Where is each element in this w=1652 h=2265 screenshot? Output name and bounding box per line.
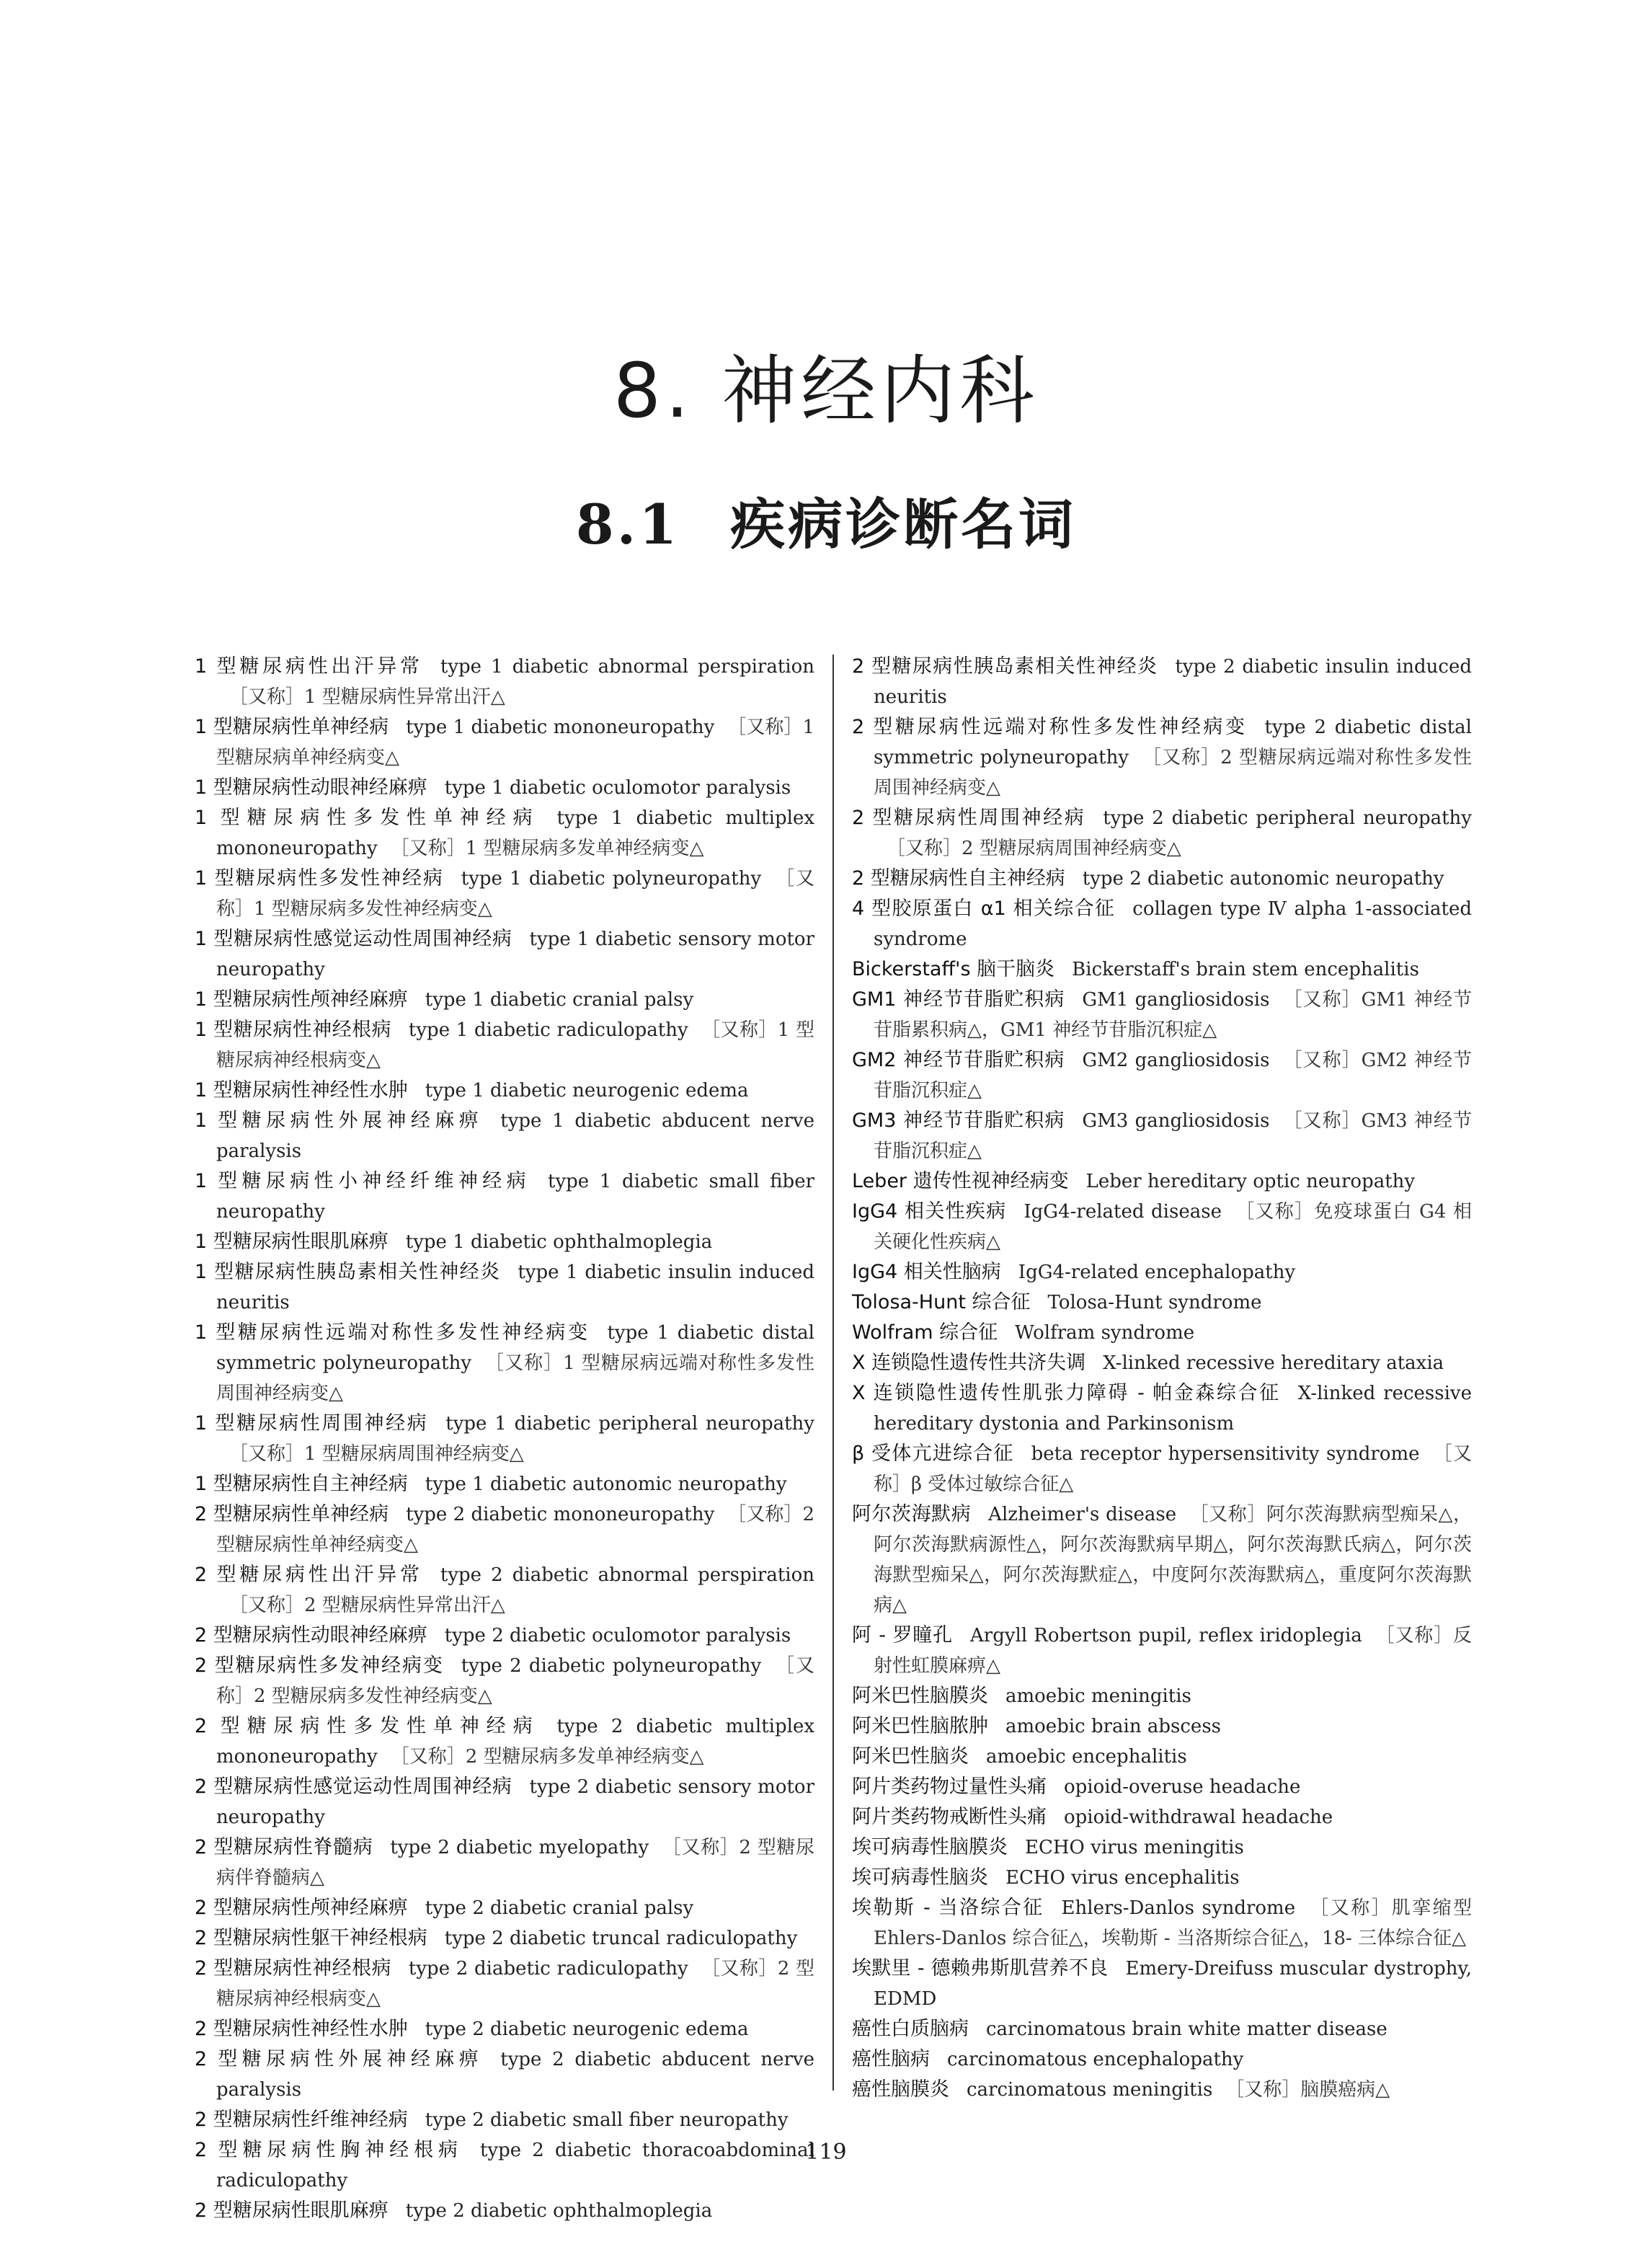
- term-english: amoebic brain abscess: [1005, 1716, 1221, 1737]
- term-synonym: ［又称］2 型糖尿病远端对称性多发性周围神经病变△: [874, 747, 1473, 799]
- glossary-entry: [852, 1348, 1472, 1378]
- term-english: type 1 diabetic multiplex mononeuropathy: [216, 807, 814, 859]
- glossary-entry: [852, 1863, 1472, 1893]
- term-synonym: ［又称］2 型糖尿病伴脊髓病△: [216, 1837, 815, 1889]
- term-english: type 1 diabetic neurogenic edema: [425, 1080, 749, 1102]
- term-chinese: 阿米巴性脑脓肿: [852, 1715, 988, 1737]
- glossary-entry: [852, 1106, 1472, 1166]
- term-english: opioid-overuse headache: [1064, 1776, 1301, 1798]
- term-synonym: ［又称］1 型糖尿病多发单神经病变△: [390, 838, 704, 859]
- term-chinese: 埃可病毒性脑膜炎: [852, 1836, 1008, 1858]
- term-chinese: 2 型糖尿病性神经性水肿: [195, 2018, 408, 2040]
- term-chinese: 1 型糖尿病性远端对称性多发性神经病变: [195, 1321, 590, 1344]
- term-synonym: ［又称］GM2 神经节苷脂沉积症△: [874, 1050, 1473, 1102]
- term-english: type 2 diabetic distal symmetric polyneuropathy: [874, 717, 1472, 768]
- term-synonym: ［又称］2 型糖尿病多发单神经病变△: [390, 1746, 704, 1768]
- term-english: type 1 diabetic autonomic neuropathy: [425, 1473, 787, 1495]
- glossary-entry: [852, 1045, 1472, 1106]
- term-chinese: 1 型糖尿病性多发性神经病: [195, 867, 444, 890]
- term-chinese: 4 型胶原蛋白 α1 相关综合征: [852, 897, 1116, 920]
- glossary-entry: [195, 2196, 814, 2226]
- term-chinese: 2 型糖尿病性外展神经麻痹: [195, 2048, 484, 2070]
- glossary-entry: [852, 954, 1472, 985]
- glossary-entry: [195, 773, 814, 803]
- term-english: type 2 diabetic neurogenic edema: [425, 2018, 749, 2040]
- glossary-entry: [852, 1802, 1472, 1832]
- glossary-entry: [852, 1197, 1472, 1257]
- glossary-entry: [852, 1893, 1472, 1954]
- glossary-entry: [195, 1257, 814, 1318]
- term-english: GM2 gangliosidosis: [1082, 1050, 1270, 1071]
- term-synonym: ［又称］1 型糖尿病多发性神经病变△: [216, 868, 814, 920]
- term-english: type 2 diabetic myelopathy: [390, 1837, 649, 1858]
- term-english: ECHO virus meningitis: [1025, 1837, 1244, 1858]
- term-english: type 1 diabetic oculomotor paralysis: [444, 777, 791, 799]
- glossary-entry: [195, 1711, 814, 1772]
- glossary-entry: [195, 2014, 814, 2044]
- glossary-entry: [852, 1711, 1472, 1742]
- term-chinese: 阿尔茨海默病: [852, 1503, 972, 1525]
- term-english: type 2 diabetic thoracoabdominal radiculopathy: [216, 2140, 814, 2191]
- term-english: type 1 diabetic cranial palsy: [425, 989, 694, 1011]
- term-english: carcinomatous meningitis: [967, 2079, 1213, 2101]
- term-english: Argyll Robertson pupil, reflex iridoplegia: [969, 1625, 1362, 1646]
- term-chinese: 2 型糖尿病性颅神经麻痹: [195, 1897, 408, 1919]
- term-chinese: GM3 神经节苷脂贮积病: [852, 1109, 1065, 1132]
- glossary-entry: [852, 1772, 1472, 1802]
- glossary-entry: [195, 1227, 814, 1257]
- glossary-entry: [852, 1318, 1472, 1348]
- term-english: type 2 diabetic insulin induced neuritis: [874, 656, 1472, 708]
- term-english: type 2 diabetic small fiber neuropathy: [425, 2109, 789, 2131]
- term-chinese: 2 型糖尿病性胰岛素相关性神经炎: [852, 655, 1158, 678]
- term-chinese: 1 型糖尿病性周围神经病: [195, 1412, 429, 1435]
- glossary-entry: [852, 803, 1472, 864]
- section-heading: 疾病诊断名词: [730, 492, 1077, 557]
- term-chinese: X 连锁隐性遗传性共济失调: [852, 1352, 1086, 1374]
- term-chinese: 1 型糖尿病性胰岛素相关性神经炎: [195, 1261, 501, 1283]
- term-synonym: ［又称］GM3 神经节苷脂沉积症△: [874, 1110, 1473, 1162]
- glossary-entry: [852, 1439, 1472, 1499]
- glossary-entry: [852, 1621, 1472, 1681]
- glossary-entry: [852, 1378, 1472, 1439]
- glossary-entry: [195, 1409, 814, 1469]
- term-english: Bickerstaff's brain stem encephalitis: [1072, 959, 1419, 980]
- term-english: X-linked recessive hereditary ataxia: [1103, 1352, 1444, 1374]
- glossary-entry: [852, 1499, 1472, 1621]
- term-chinese: 癌性脑膜炎: [852, 2078, 949, 2101]
- glossary-entry: [195, 1832, 814, 1893]
- term-english: GM3 gangliosidosis: [1082, 1110, 1270, 1132]
- term-english: ECHO virus encephalitis: [1005, 1867, 1240, 1889]
- term-english: amoebic encephalitis: [986, 1746, 1187, 1768]
- term-english: type 2 diabetic cranial palsy: [425, 1897, 694, 1919]
- term-chinese: β 受体亢进综合征: [852, 1442, 1014, 1465]
- term-chinese: Wolfram 综合征: [852, 1321, 998, 1344]
- term-chinese: 1 型糖尿病性感觉运动性周围神经病: [195, 928, 512, 950]
- term-english: opioid-withdrawal headache: [1064, 1807, 1333, 1828]
- term-chinese: Tolosa-Hunt 综合征: [852, 1291, 1031, 1313]
- term-english: type 1 diabetic ophthalmoplegia: [405, 1231, 713, 1253]
- term-chinese: 1 型糖尿病性出汗异常: [195, 655, 423, 678]
- glossary-entry: [195, 712, 814, 773]
- term-synonym: ［又称］1 型糖尿病神经根病变△: [216, 1019, 814, 1071]
- term-synonym: ［又称］2 型糖尿病性单神经病变△: [216, 1504, 814, 1556]
- glossary-entry: [195, 803, 814, 864]
- term-chinese: 2 型糖尿病性自主神经病: [852, 867, 1065, 890]
- term-chinese: 阿米巴性脑炎: [852, 1745, 969, 1768]
- term-chinese: 2 型糖尿病性出汗异常: [195, 1564, 423, 1586]
- glossary-entry: [852, 652, 1472, 712]
- glossary-entry: [852, 2044, 1472, 2075]
- glossary-entry: [195, 1106, 814, 1166]
- glossary-entry: [852, 1742, 1472, 1772]
- term-synonym: ［又称］2 型糖尿病多发性神经病变△: [216, 1655, 814, 1707]
- term-synonym: ［又称］1 型糖尿病远端对称性多发性周围神经病变△: [216, 1352, 815, 1404]
- term-chinese: IgG4 相关性疾病: [852, 1200, 1007, 1223]
- glossary-entry: [852, 712, 1472, 803]
- term-chinese: 1 型糖尿病性单神经病: [195, 716, 389, 738]
- term-chinese: 1 型糖尿病性外展神经麻痹: [195, 1109, 484, 1132]
- term-chinese: GM2 神经节苷脂贮积病: [852, 1049, 1065, 1071]
- term-english: type 1 diabetic small fiber neuropathy: [216, 1171, 815, 1223]
- term-synonym: ［又称］GM1 神经节苷脂累积病△，GM1 神经节苷脂沉积症△: [874, 989, 1473, 1041]
- term-chinese: 阿 - 罗瞳孔: [852, 1624, 953, 1646]
- term-synonym: ［又称］脑膜癌病△: [1225, 2079, 1390, 2101]
- term-chinese: 2 型糖尿病性躯干神经根病: [195, 1927, 427, 1949]
- glossary-entry: [852, 1681, 1472, 1711]
- term-english: amoebic meningitis: [1005, 1685, 1191, 1707]
- term-english: collagen type Ⅳ alpha 1-associated syndrome: [874, 898, 1472, 950]
- term-english: type 2 diabetic autonomic neuropathy: [1082, 868, 1444, 890]
- term-english: Tolosa-Hunt syndrome: [1047, 1292, 1262, 1313]
- term-english: type 1 diabetic abnormal perspiration: [440, 656, 814, 678]
- term-chinese: 1 型糖尿病性眼肌麻痹: [195, 1231, 388, 1253]
- term-chinese: 2 型糖尿病性多发神经病变: [195, 1654, 444, 1677]
- term-english: type 1 diabetic radiculopathy: [408, 1019, 688, 1041]
- term-english: beta receptor hypersensitivity syndrome: [1031, 1443, 1420, 1465]
- term-english: type 1 diabetic sensory motor neuropathy: [216, 928, 814, 980]
- term-english: type 1 diabetic distal symmetric polyneuropathy: [216, 1322, 814, 1374]
- term-english: Emery-Dreifuss muscular dystrophy, EDMD: [874, 1958, 1472, 2010]
- term-english: type 2 diabetic abducent nerve paralysis: [216, 2049, 814, 2101]
- term-synonym: ［又称］免疫球蛋白 G4 相关硬化性疾病△: [874, 1201, 1472, 1253]
- term-chinese: 2 型糖尿病性感觉运动性周围神经病: [195, 1776, 512, 1798]
- glossary-entry: [195, 1772, 814, 1832]
- term-english: type 2 diabetic multiplex mononeuropathy: [216, 1716, 814, 1768]
- term-chinese: 埃勒斯 - 当洛综合征: [852, 1897, 1044, 1919]
- term-english: type 1 diabetic abducent nerve paralysis: [216, 1110, 814, 1162]
- glossary-entry: [852, 1287, 1472, 1318]
- glossary-entry: [852, 864, 1472, 894]
- term-chinese: 2 型糖尿病性眼肌麻痹: [195, 2199, 388, 2222]
- glossary-entry: [195, 1166, 814, 1227]
- term-english: type 2 diabetic oculomotor paralysis: [444, 1625, 791, 1646]
- glossary-entry: [195, 1499, 814, 1560]
- term-chinese: 1 型糖尿病性小神经纤维神经病: [195, 1170, 530, 1192]
- glossary-entry: [852, 1257, 1472, 1287]
- term-chinese: GM1 神经节苷脂贮积病: [852, 988, 1065, 1011]
- term-english: type 1 diabetic polyneuropathy: [461, 868, 762, 890]
- glossary-entry: [195, 1318, 814, 1409]
- term-chinese: 癌性脑病: [852, 2048, 930, 2070]
- term-english: type 1 diabetic insulin induced neuritis: [216, 1262, 814, 1313]
- glossary-entry: [195, 1469, 814, 1499]
- term-chinese: 1 型糖尿病性多发性单神经病: [195, 807, 540, 829]
- glossary-entry: [195, 1015, 814, 1076]
- glossary-entry: [195, 1621, 814, 1651]
- term-chinese: 埃可病毒性脑炎: [852, 1866, 988, 1889]
- glossary-entry: [195, 2044, 814, 2105]
- term-chinese: IgG4 相关性脑病: [852, 1261, 1001, 1283]
- term-english: type 2 diabetic peripheral neuropathy: [1103, 807, 1472, 829]
- glossary-entry: [852, 2075, 1472, 2105]
- term-english: type 2 diabetic abnormal perspiration: [440, 1564, 814, 1586]
- term-chinese: 埃默里 - 德赖弗斯肌营养不良: [852, 1957, 1109, 1980]
- term-chinese: 阿米巴性脑膜炎: [852, 1685, 988, 1707]
- term-chinese: Bickerstaff's 脑干脑炎: [852, 958, 1055, 980]
- term-synonym: ［又称］肌挛缩型 Ehlers-Danlos 综合征△，埃勒斯 - 当洛斯综合征△，18- 三体综合征△: [874, 1897, 1472, 1949]
- left-column: [195, 652, 814, 2226]
- section-number: 8.1: [575, 492, 680, 557]
- term-chinese: 1 型糖尿病性动眼神经麻痹: [195, 776, 427, 799]
- term-chinese: 2 型糖尿病性远端对称性多发性神经病变: [852, 716, 1248, 738]
- term-chinese: 2 型糖尿病性脊髓病: [195, 1836, 373, 1858]
- term-synonym: ［又称］反射性虹膜麻痹△: [874, 1625, 1472, 1677]
- glossary-entry: [195, 1954, 814, 2014]
- term-english: type 2 diabetic polyneuropathy: [461, 1655, 762, 1677]
- glossary-entry: [852, 985, 1472, 1045]
- glossary-entry: [195, 1560, 814, 1621]
- term-chinese: 2 型糖尿病性神经根病: [195, 1957, 391, 1980]
- glossary-entry: [195, 924, 814, 985]
- term-chinese: 2 型糖尿病性纤维神经病: [195, 2109, 408, 2131]
- term-english: type 2 diabetic sensory motor neuropathy: [216, 1776, 814, 1828]
- term-chinese: X 连锁隐性遗传性肌张力障碍 - 帕金森综合征: [852, 1382, 1281, 1404]
- term-chinese: 2 型糖尿病性多发性单神经病: [195, 1715, 540, 1737]
- term-english: Alzheimer's disease: [988, 1504, 1177, 1525]
- term-english: Wolfram syndrome: [1015, 1322, 1195, 1344]
- term-english: type 1 diabetic peripheral neuropathy: [445, 1413, 814, 1435]
- term-english: carcinomatous brain white matter disease: [986, 2018, 1387, 2040]
- glossary-entry: [195, 1893, 814, 1923]
- term-synonym: ［又称］阿尔茨海默病型痴呆△，阿尔茨海默病源性△，阿尔茨海默病早期△，阿尔茨海默氏病△，阿尔茨海默型痴呆△，阿尔茨海默症△，中度阿尔茨海默病△，重度阿尔茨海默病△: [874, 1504, 1473, 1616]
- glossary-entry: [195, 985, 814, 1015]
- term-synonym: ［又称］1 型糖尿病单神经病变△: [216, 717, 814, 768]
- term-english: Leber hereditary optic neuropathy: [1085, 1171, 1416, 1192]
- term-english: type 2 diabetic radiculopathy: [408, 1958, 688, 1980]
- term-synonym: ［又称］2 型糖尿病周围神经病变△: [887, 838, 1181, 859]
- term-synonym: ［又称］1 型糖尿病周围神经病变△: [229, 1443, 524, 1465]
- term-english: type 2 diabetic truncal radiculopathy: [444, 1928, 798, 1949]
- term-chinese: 2 型糖尿病性动眼神经麻痹: [195, 1624, 427, 1646]
- term-english: X-linked recessive hereditary dystonia and Parkinsonism: [874, 1383, 1472, 1435]
- term-synonym: ［又称］β 受体过敏综合征△: [874, 1443, 1472, 1495]
- glossary-entry: [195, 1923, 814, 1954]
- term-chinese: 2 型糖尿病性胸神经根病: [195, 2139, 463, 2161]
- term-english: Ehlers-Danlos syndrome: [1061, 1897, 1296, 1919]
- term-chinese: 1 型糖尿病性神经性水肿: [195, 1079, 408, 1102]
- right-column: [852, 652, 1472, 2105]
- glossary-entry: [195, 652, 814, 712]
- glossary-entry: [195, 864, 814, 924]
- section-title: [0, 481, 1652, 559]
- glossary-entry: [195, 2105, 814, 2135]
- term-english: IgG4-related disease: [1023, 1201, 1222, 1223]
- term-english: type 2 diabetic ophthalmoplegia: [405, 2200, 713, 2222]
- term-chinese: 1 型糖尿病性颅神经麻痹: [195, 988, 408, 1011]
- term-english: IgG4-related encephalopathy: [1018, 1262, 1296, 1283]
- term-english: carcinomatous encephalopathy: [947, 2049, 1244, 2070]
- glossary-entry: [195, 1076, 814, 1106]
- term-synonym: ［又称］1 型糖尿病性异常出汗△: [229, 686, 505, 708]
- glossary-entry: [852, 1166, 1472, 1197]
- term-english: type 1 diabetic mononeuropathy: [406, 717, 715, 738]
- term-chinese: 1 型糖尿病性自主神经病: [195, 1473, 408, 1495]
- term-english: type 2 diabetic mononeuropathy: [406, 1504, 715, 1525]
- glossary-entry: [852, 1832, 1472, 1863]
- glossary-entry: [195, 1651, 814, 1711]
- term-chinese: 阿片类药物戒断性头痛: [852, 1806, 1047, 1828]
- term-synonym: ［又称］2 型糖尿病性异常出汗△: [229, 1595, 505, 1616]
- glossary-entry: [852, 1954, 1472, 2014]
- term-chinese: Leber 遗传性视神经病变: [852, 1170, 1069, 1192]
- page-number: 119: [805, 2140, 847, 2165]
- term-chinese: 癌性白质脑病: [852, 2018, 969, 2040]
- chapter-title: 8. 神经内科: [613, 346, 1039, 435]
- glossary-entry: [852, 2014, 1472, 2044]
- term-chinese: 2 型糖尿病性单神经病: [195, 1503, 389, 1525]
- term-chinese: 阿片类药物过量性头痛: [852, 1776, 1047, 1798]
- glossary-entry: [852, 894, 1472, 954]
- column-divider: [832, 655, 834, 2091]
- term-synonym: ［又称］2 型糖尿病神经根病变△: [216, 1958, 814, 2010]
- term-english: GM1 gangliosidosis: [1082, 989, 1270, 1011]
- term-chinese: 1 型糖尿病性神经根病: [195, 1019, 391, 1041]
- term-chinese: 2 型糖尿病性周围神经病: [852, 807, 1086, 829]
